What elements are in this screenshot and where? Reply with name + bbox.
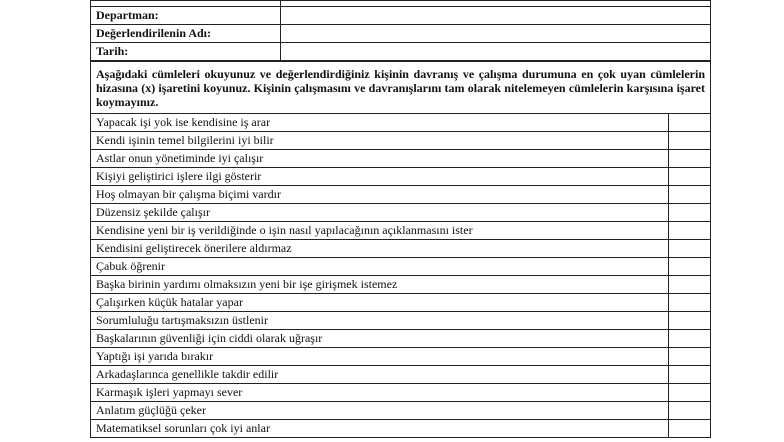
- statement-mark-cell[interactable]: [669, 420, 711, 438]
- statement-row: [91, 132, 711, 150]
- statements-body: [91, 114, 711, 438]
- statement-mark-cell[interactable]: [669, 312, 711, 330]
- statement-mark-cell[interactable]: [669, 168, 711, 186]
- date-value[interactable]: [281, 43, 711, 61]
- statement-text: Düzensiz şekilde çalışır: [91, 204, 669, 222]
- statement-text: Başka birinin yardımı olmaksızın yeni bir işe girişmek istemez: [91, 276, 669, 294]
- evaluatee-name-value[interactable]: [281, 25, 711, 43]
- statement-mark-cell[interactable]: [669, 114, 711, 132]
- statement-row: [91, 114, 711, 132]
- statement-row: [91, 420, 711, 438]
- statement-text: Astlar onun yönetiminde iyi çalışır: [91, 150, 669, 168]
- statement-mark-cell[interactable]: [669, 222, 711, 240]
- statement-text: Kendi işinin temel bilgilerini iyi bilir: [91, 132, 669, 150]
- statement-text: Çalışırken küçük hatalar yapar: [91, 294, 669, 312]
- header-table: [90, 0, 711, 61]
- statement-text: Yaptığı işi yarıda bırakır: [91, 348, 669, 366]
- statement-mark-cell[interactable]: [669, 402, 711, 420]
- statement-mark-cell[interactable]: [669, 204, 711, 222]
- department-value[interactable]: [281, 7, 711, 25]
- statement-mark-cell[interactable]: [669, 240, 711, 258]
- evaluatee-name-label: Değerlendirilenin Adı:: [91, 25, 281, 43]
- statement-row: [91, 168, 711, 186]
- statement-mark-cell[interactable]: [669, 132, 711, 150]
- statement-text: Sorumluluğu tartışmaksızın üstlenir: [91, 312, 669, 330]
- statement-row: [91, 150, 711, 168]
- date-label: Tarih:: [91, 43, 281, 61]
- statement-text: Matematiksel sorunları çok iyi anlar: [91, 420, 669, 438]
- evaluation-form: [90, 0, 710, 438]
- statement-text: Hoş olmayan bir çalışma biçimi vardır: [91, 186, 669, 204]
- statement-text: Yapacak işi yok ise kendisine iş arar: [91, 114, 669, 132]
- statement-text: Anlatım güçlüğü çeker: [91, 402, 669, 420]
- statement-mark-cell[interactable]: [669, 276, 711, 294]
- statement-row: [91, 186, 711, 204]
- statements-table: [90, 61, 711, 438]
- statement-text: Çabuk öğrenir: [91, 258, 669, 276]
- statement-row: [91, 204, 711, 222]
- statement-row: [91, 312, 711, 330]
- statement-row: [91, 384, 711, 402]
- statement-mark-cell[interactable]: [669, 384, 711, 402]
- statement-mark-cell[interactable]: [669, 150, 711, 168]
- statement-mark-cell[interactable]: [669, 186, 711, 204]
- statement-row: [91, 294, 711, 312]
- statement-text: Kendisine yeni bir iş verildiğinde o işin nasıl yapılacağının açıklanmasını ister: [91, 222, 669, 240]
- header-row-evaluatee: [91, 25, 711, 43]
- statement-mark-cell[interactable]: [669, 348, 711, 366]
- statement-row: [91, 330, 711, 348]
- header-row-date: [91, 43, 711, 61]
- statement-row: [91, 276, 711, 294]
- statement-mark-cell[interactable]: [669, 330, 711, 348]
- statement-text: Kişiyi geliştirici işlere ilgi gösterir: [91, 168, 669, 186]
- header-row-department: [91, 7, 711, 25]
- statement-text: Başkalarının güvenliği için ciddi olarak uğraşır: [91, 330, 669, 348]
- statement-row: [91, 402, 711, 420]
- statement-text: Karmaşık işleri yapmayı sever: [91, 384, 669, 402]
- statement-row: [91, 366, 711, 384]
- statement-text: Kendisini geliştirecek önerilere aldırmaz: [91, 240, 669, 258]
- statement-mark-cell[interactable]: [669, 258, 711, 276]
- statement-row: [91, 258, 711, 276]
- statement-mark-cell[interactable]: [669, 294, 711, 312]
- statement-row: [91, 222, 711, 240]
- instructions-text: Aşağıdaki cümleleri okuyunuz ve değerlendirdiğiniz kişinin davranış ve çalışma durumuna en çok uyan cümlelerin hizasına (x) işaretini koyunuz. Kişinin çalışmasını ve davranışlarını tam olarak nitelemeyen cümlelerin karşısına işaret koymayınız.: [91, 62, 711, 114]
- instructions-row: [91, 62, 711, 114]
- statement-row: [91, 348, 711, 366]
- statement-text: Arkadaşlarınca genellikle takdir edilir: [91, 366, 669, 384]
- statement-mark-cell[interactable]: [669, 366, 711, 384]
- department-label: Departman:: [91, 7, 281, 25]
- statement-row: [91, 240, 711, 258]
